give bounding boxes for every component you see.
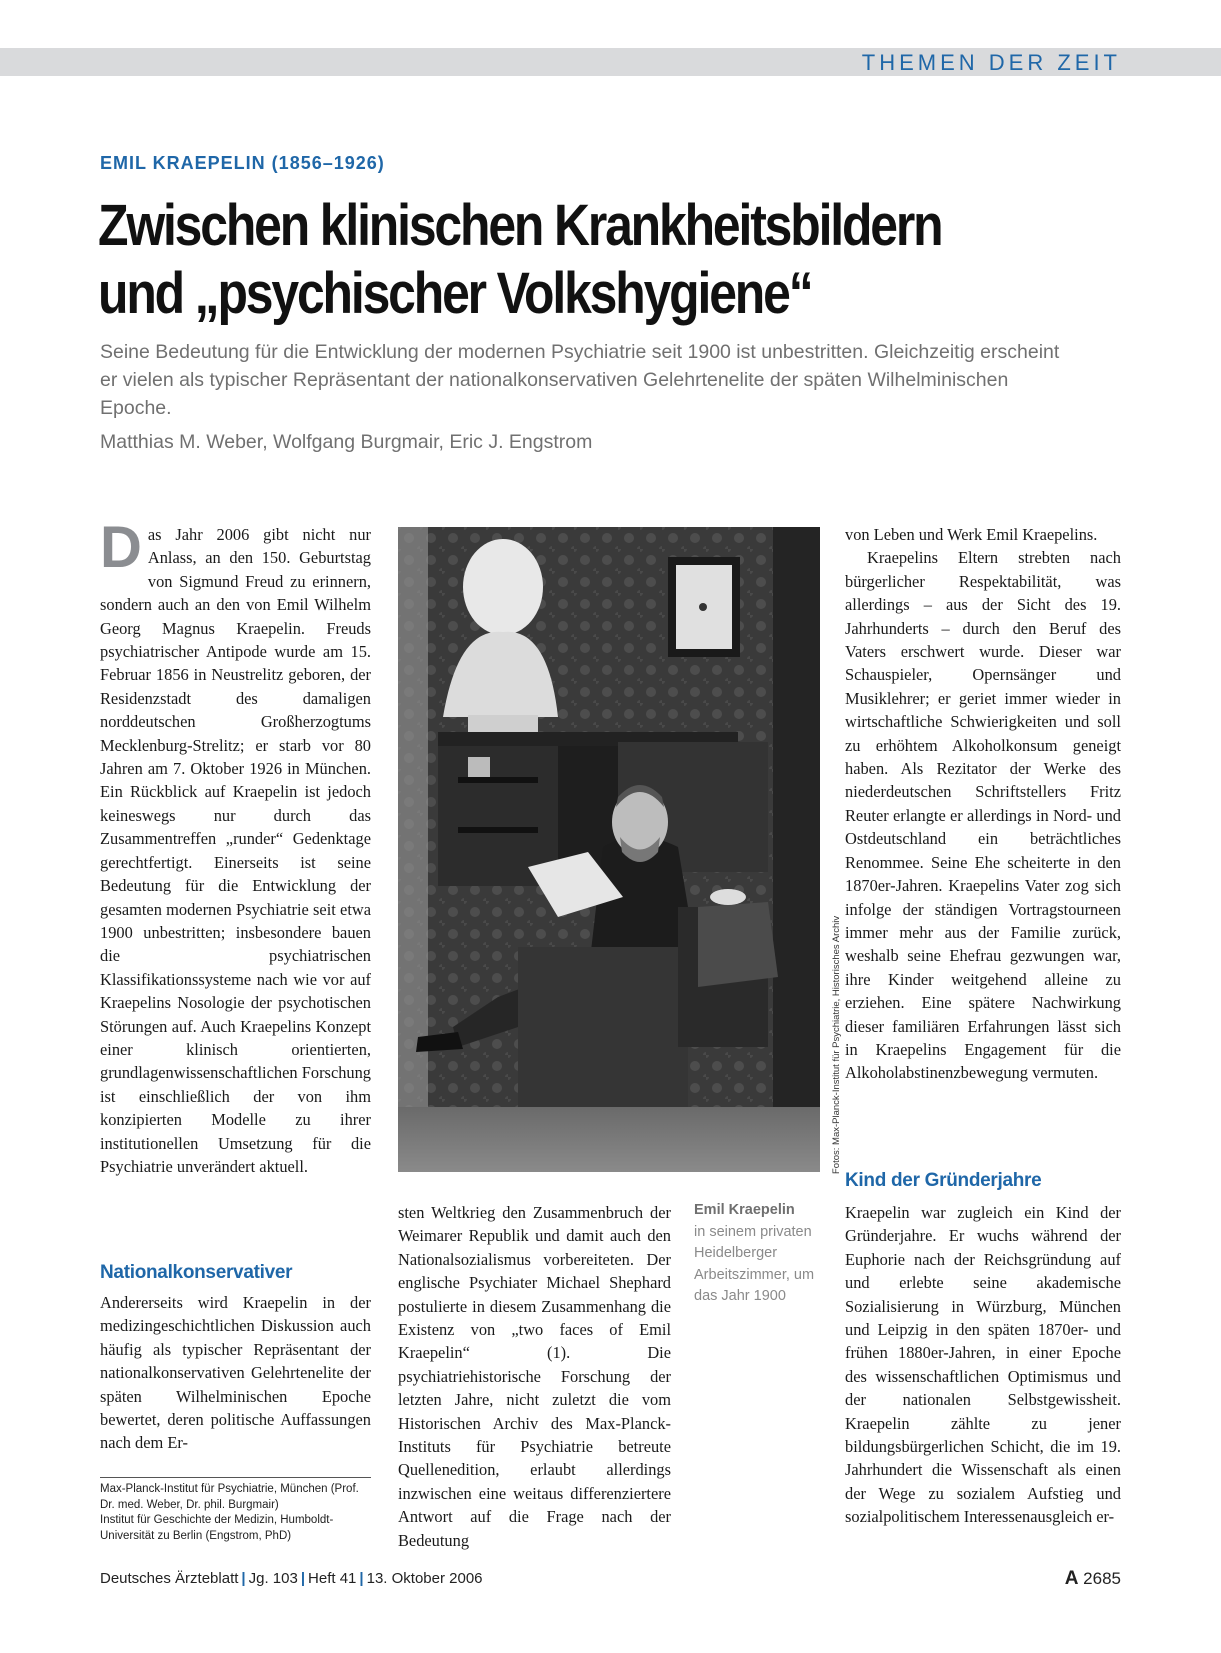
subhead-kind-der-gruenderjahre: Kind der Gründerjahre (845, 1170, 1042, 1191)
paragraph: von Leben und Werk Emil Kraepelins. (845, 525, 1098, 544)
subhead-nationalkonservativer: Nationalkonservativer (100, 1262, 293, 1283)
separator: | (300, 1570, 306, 1587)
photo-caption (694, 1200, 834, 1308)
body-column-1 (100, 515, 371, 1178)
paragraph: Kraepelin war zugleich ein Kind der Gründerjahre. Er wuchs während der Euphorie nach der Reichsgründung auf und erlebte seine akademische Sozialisierung in Würzburg, München und Leipzig in den späten 1870er- und frühen 1880er-Jahren, in einer Epoche des wissenschaftlichen Optimismus und der nationalen Selbstgewissheit. Kraepelin zählte zu jener bildungsbürgerlichen Schicht, die im 19. Jahrhundert die Wissenschaft als einen der Wege zu sozialem Aufstieg und sozialpolitischem Interessenausgleich er- (845, 1203, 1121, 1527)
paragraph: sten Weltkrieg den Zusammenbruch der Weimarer Republik und damit auch den Nationalsozialismus vorbereiteten. Der englische Psychiater Michael Shephard postulierte in diesem Zusammenhang die Existenz von „two faces of Emil Kraepelin“ (1). Die psychiatriehistorische Forschung der letzten Jahre, nicht zuletzt die vom Historischen Archiv des Max-Planck-Instituts für Psychiatrie betreute Quellenedition, erlaubt allerdings inzwischen eine weitaus differenziertere Antwort auf die Frage nach der Bedeutung (398, 1203, 671, 1550)
paragraph-intro-text: as Jahr 2006 gibt nicht nur Anlass, an den 150. Geburtstag von Sigmund Freud zu erinnern, sondern auch an den von Emil Wilhelm Georg Magnus Kraepelin. Freuds psychiatrischer Antipode wurde am 15. Februar 1856 in Neustrelitz geboren, der Residenzstadt des damaligen norddeutschen Großherzogtums Mecklenburg-Strelitz; er starb vor 80 Jahren am 7. Oktober 1926 in München. Ein Rückblick auf Kraepelin ist jedoch keineswegs nur durch das Zusammentreffen „runder“ Gedenktage gerechtfertigt. Einerseits ist seine Bedeutung für die Entwicklung der gesamten modernen Psychiatrie seit etwa 1900 unbestritten; insbesondere bauen die psychiatrischen Klassifikationssysteme nach wie vor auf Kraepelins Nosologie der psychotischen Störungen auf. Auch Kraepelins Konzept einer klinisch orientierten, grundlagenwissenschaftlichen Forschung ist einschließlich der von ihm konzipierten Modelle zu ihrer institutionellen Umsetzung für die Psychiatrie unverändert aktuell. (100, 525, 371, 1176)
page-number-value: 2685 (1083, 1569, 1121, 1588)
body-column-3-continued (845, 1201, 1121, 1529)
page-number (1065, 1568, 1121, 1590)
author-affiliations (100, 1482, 371, 1544)
paragraph-intro (100, 515, 371, 1178)
separator: | (359, 1570, 364, 1587)
portrait-photo (398, 527, 820, 1172)
journal-name: Deutsches Ärzteblatt (100, 1570, 239, 1587)
dropcap: D (100, 515, 142, 580)
caption-title: Emil Kraepelin (694, 1202, 795, 1218)
paragraph: Kraepelins Eltern strebten nach bürgerlicher Respektabilität, was allerdings – aus der Sicht des 19. Jahrhunderts – durch den Beruf des Vaters erschwert wurde. Dieser war Schauspieler, Opernsänger und Musiklehrer; er geriet immer wieder in wirtschaftliche Schwierigkeiten und soll zu erhöhtem Alkoholkonsum geneigt haben. Als Rezitator der Werke des niederdeutschen Schriftstellers Fritz Reuter erlangte er allerdings in Nord- und Ostdeutschland ein beträchtliches Renommee. Seine Ehe scheiterte in den 1870er-Jahren. Kraepelins Vater zog sich infolge der ständigen Vortragstourneen immer mehr aus der Familie zurück, weshalb seine Ehefrau gezwungen war, ihre Kinder weitgehend alleine zu erziehen. Eine spätere Nachwirkung dieser familiären Erfahrungen lässt sich in Kraepelins Engagement für die Alkoholabstinenzbewegung vermuten. (845, 548, 1121, 1083)
page-footer (100, 1570, 483, 1587)
photo-credit: Fotos: Max-Planck-Institut für Psychiatrie, Historisches Archiv (831, 915, 842, 1174)
issue-date: 13. Oktober 2006 (366, 1570, 483, 1587)
affiliation-line: Max-Planck-Institut für Psychiatrie, München (Prof. Dr. med. Weber, Dr. phil. Burgmair) (100, 1483, 359, 1511)
headline-line-1: Zwischen klinischen Krankheitsbildern (98, 193, 942, 258)
page-prefix: A (1064, 1568, 1079, 1589)
headline-line-2: und „psychischer Volkshygiene“ (98, 261, 812, 326)
body-column-3 (845, 523, 1121, 1085)
journal-volume: Jg. 103 (248, 1570, 298, 1587)
footnote-divider (100, 1477, 371, 1478)
affiliation-line: Institut für Geschichte der Medizin, Humboldt-Universität zu Berlin (Engstrom, PhD) (100, 1514, 334, 1542)
article-lead: Seine Bedeutung für die Entwicklung der modernen Psychiatrie seit 1900 ist unbestritten. Gleichzeitig erscheint er vielen als typischer Repräsentant der nationalkonservativen Gelehrtenelite der späten Wilhelminischen Epoche. (100, 341, 1060, 419)
journal-issue: Heft 41 (308, 1570, 357, 1587)
paragraph: Andererseits wird Kraepelin in der medizingeschichtlichen Diskussion auch häufig als typischer Repräsentant der nationalkonservativen Gelehrtenelite der späten Wilhelminischen Epoche bewertet, deren politische Auffassungen nach dem Er- (100, 1293, 371, 1453)
caption-text: in seinem privaten Heidelberger Arbeitszimmer, um das Jahr 1900 (694, 1223, 815, 1304)
article-authors: Matthias M. Weber, Wolfgang Burgmair, Eric J. Engstrom (100, 431, 593, 453)
body-column-2 (398, 1201, 671, 1552)
article-headline (98, 192, 958, 328)
photo-illustration (398, 527, 820, 1172)
body-column-1-continued (100, 1291, 371, 1455)
separator: | (241, 1570, 246, 1587)
article-kicker: EMIL KRAEPELIN (1856–1926) (100, 153, 385, 173)
section-label: THEMEN DER ZEIT (861, 50, 1121, 75)
